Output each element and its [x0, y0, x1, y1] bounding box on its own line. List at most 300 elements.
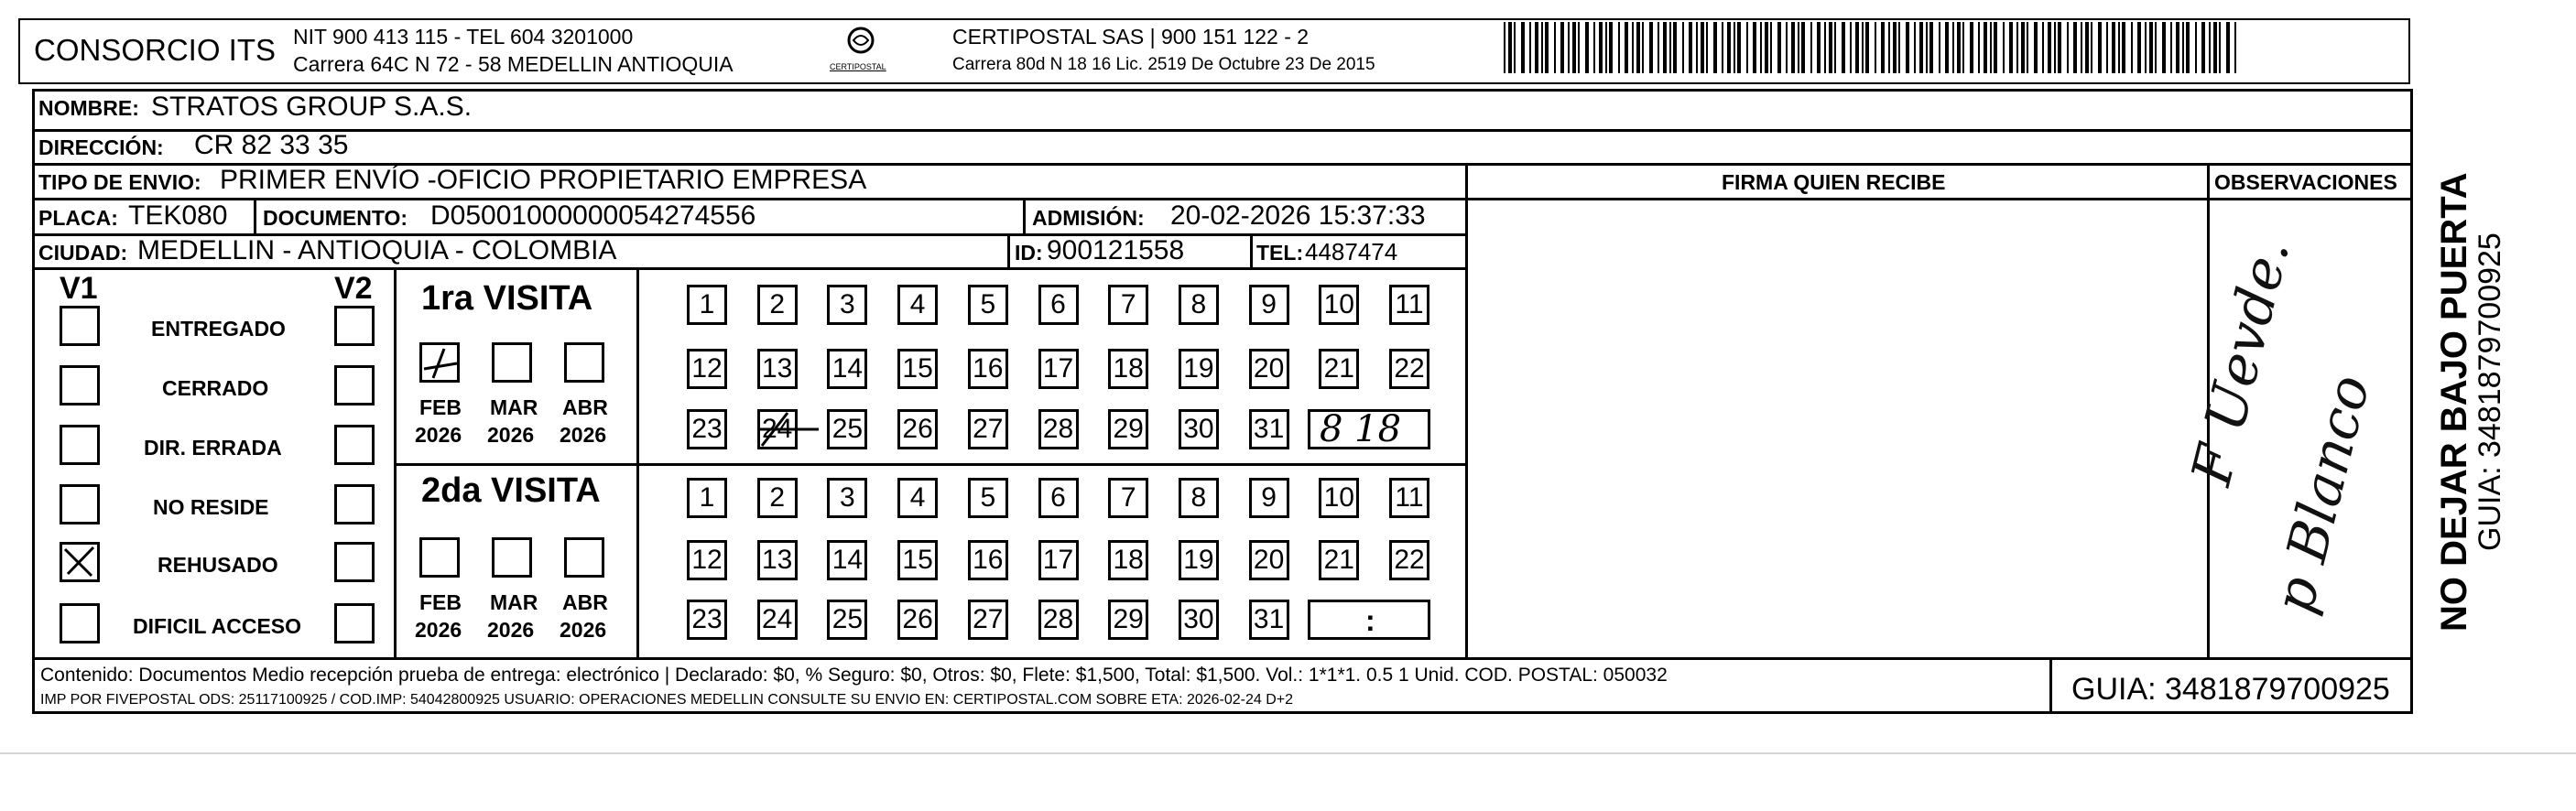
status-v1-checkbox[interactable] [60, 603, 100, 643]
barcode-bar [1734, 22, 1735, 73]
barcode-bar [1850, 22, 1852, 73]
status-v1-checkbox[interactable] [60, 484, 100, 524]
day-box[interactable] [757, 478, 798, 518]
barcode-bar [1994, 22, 1997, 73]
ciudad-value: MEDELLIN - ANTIOQUIA - COLOMBIA [137, 235, 617, 265]
check-mark-icon [62, 545, 97, 579]
status-v1-checkbox[interactable] [60, 542, 100, 582]
barcode-bar [2003, 22, 2005, 73]
day-box[interactable] [1179, 540, 1219, 580]
barcode-bar [1753, 22, 1756, 73]
day-number: 23 [691, 414, 723, 444]
day-box[interactable] [687, 349, 727, 389]
day-box[interactable] [827, 540, 867, 580]
day-box[interactable] [897, 349, 938, 389]
day-number: 11 [1395, 482, 1424, 513]
day-box[interactable] [687, 409, 727, 449]
barcode-bar [2201, 22, 2205, 73]
year-label: 2026 [560, 423, 607, 447]
id-value: 900121558 [1047, 235, 1185, 265]
direccion-value: CR 82 33 35 [194, 130, 349, 160]
barcode [1504, 22, 2236, 73]
day-number: 23 [691, 604, 723, 634]
barcode-bar [2176, 22, 2179, 73]
day-box[interactable] [827, 409, 867, 449]
day-number: 1 [699, 482, 715, 513]
day-number: 6 [1050, 482, 1066, 513]
company-name: CONSORCIO ITS [34, 33, 277, 67]
barcode-bar [2186, 22, 2190, 73]
day-box[interactable] [1249, 285, 1289, 325]
barcode-bar [2073, 22, 2077, 73]
day-number: 26 [902, 414, 933, 444]
day-number: 28 [1042, 604, 1074, 634]
month-checkbox[interactable] [564, 342, 604, 383]
barcode-bar [1599, 22, 1603, 73]
barcode-bar [1888, 22, 1890, 73]
footer-guia: GUIA: 3481879700925 [2071, 672, 2390, 707]
barcode-bar [1791, 22, 1795, 73]
day-box[interactable] [1319, 478, 1359, 518]
barcode-bar [2098, 22, 2102, 73]
status-v2-checkbox[interactable] [334, 542, 375, 582]
barcode-bar [1713, 22, 1717, 73]
day-number: 3 [840, 482, 855, 513]
day-box[interactable] [1179, 349, 1219, 389]
tipo-envio-value: PRIMER ENVÍO -OFICIO PROPIETARIO EMPRESA [220, 165, 867, 195]
day-box[interactable] [897, 285, 938, 325]
day-box[interactable] [757, 349, 798, 389]
barcode-bar [2058, 22, 2061, 73]
day-box[interactable] [757, 540, 798, 580]
day-number: 31 [1253, 604, 1285, 634]
barcode-bar [2106, 22, 2108, 73]
barcode-bar [1952, 22, 1954, 73]
barcode-bar [1990, 22, 1992, 73]
day-number: 9 [1261, 289, 1277, 319]
day-number: 8 [1190, 289, 1207, 319]
barcode-bar [1786, 22, 1788, 73]
barcode-bar [1545, 22, 1549, 73]
barcode-bar [2182, 22, 2184, 73]
barcode-bar [2054, 22, 2056, 73]
day-box[interactable] [897, 540, 938, 580]
status-v1-checkbox[interactable] [60, 365, 100, 406]
barcode-bar [2016, 22, 2018, 73]
barcode-bar [2067, 22, 2069, 73]
right-header-line [1465, 198, 2413, 200]
barcode-bar [1834, 22, 1836, 73]
barcode-bar [1798, 22, 1799, 73]
barcode-bar [1593, 22, 1595, 73]
tipo-envio-label: TIPO DE ENVIO: [38, 170, 201, 194]
day-number: 28 [1042, 414, 1074, 444]
day-box[interactable] [1319, 540, 1359, 580]
placa-label: PLACA: [38, 206, 118, 230]
admision-label: ADMISIÓN: [1032, 206, 1145, 230]
barcode-bar [1727, 22, 1731, 73]
barcode-bar [1906, 22, 1909, 73]
day-box[interactable] [827, 600, 867, 640]
status-v1-checkbox[interactable] [60, 425, 100, 465]
col-line [1250, 233, 1253, 268]
barcode-bar [1926, 22, 1928, 73]
day-box[interactable] [1108, 478, 1148, 518]
barcode-bar [1970, 22, 1973, 73]
barcode-bar [1521, 22, 1525, 73]
barcode-bar [2170, 22, 2172, 73]
day-number: 8 [1190, 482, 1207, 513]
day-number: 10 [1323, 289, 1354, 319]
status-v2-checkbox[interactable] [334, 603, 375, 643]
day-number: 7 [1120, 289, 1136, 319]
barcode-bar [1957, 22, 1961, 73]
barcode-bar [1568, 22, 1570, 73]
status-v2-checkbox[interactable] [334, 425, 375, 465]
month-label: ABR [562, 395, 608, 419]
barcode-bar [1585, 22, 1589, 73]
barcode-bar [2091, 22, 2092, 73]
day-box[interactable] [968, 409, 1008, 449]
day-box[interactable] [897, 478, 938, 518]
day-box[interactable] [968, 349, 1008, 389]
day-box[interactable] [1389, 540, 1429, 580]
month-checkbox[interactable] [492, 342, 532, 383]
year-label: 2026 [487, 618, 535, 642]
day-number: 18 [1113, 353, 1144, 384]
barcode-bar [1673, 22, 1677, 73]
tel-value: 4487474 [1305, 238, 1398, 265]
v2-header: V2 [334, 271, 373, 306]
day-number: 14 [831, 545, 864, 575]
day-box[interactable] [1179, 600, 1219, 640]
barcode-bar [1801, 22, 1805, 73]
day-box[interactable] [1108, 409, 1148, 449]
day-number: 14 [831, 353, 864, 384]
firma-divider [1465, 163, 1468, 657]
obs-handwriting-2: p Blanco [2262, 368, 2384, 620]
barcode-bar [1541, 22, 1543, 73]
day-number: 21 [1323, 545, 1354, 575]
day-box[interactable] [827, 285, 867, 325]
obs-handwriting-1: F Uevde. [2179, 232, 2303, 492]
placa-value: TEK080 [128, 200, 228, 231]
status-v1-checkbox[interactable] [60, 306, 100, 346]
year-label: 2026 [487, 423, 535, 447]
day-number: 20 [1253, 353, 1285, 384]
tel-label: TEL: [1256, 241, 1304, 265]
day-box[interactable] [1249, 409, 1289, 449]
month-label: MAR [490, 590, 538, 614]
day-number: 7 [1120, 482, 1136, 513]
status-label: REHUSADO [158, 553, 278, 577]
day-number: 27 [973, 604, 1004, 634]
barcode-bar [1578, 22, 1580, 73]
footer-line [32, 657, 2413, 660]
month-checkbox[interactable] [564, 537, 604, 578]
logo-caption: CERTIPOSTAL [830, 62, 886, 71]
col-line [1023, 198, 1026, 234]
status-label: DIR. ERRADA [144, 436, 282, 460]
year-label: 2026 [415, 618, 462, 642]
day-number: 2 [769, 289, 786, 319]
barcode-bar [1535, 22, 1538, 73]
barcode-bar [1609, 22, 1613, 73]
admision-value: 20-02-2026 15:37:33 [1170, 200, 1426, 231]
side-guia: GUIA: 3481879700925 [2473, 232, 2507, 551]
row-line [32, 129, 2413, 132]
documento-label: DOCUMENTO: [263, 206, 408, 230]
barcode-bar [1504, 22, 1505, 73]
day-number: 4 [909, 482, 926, 513]
company-nit: NIT 900 413 115 - TEL 604 3201000 [293, 25, 634, 49]
col-line [254, 198, 256, 234]
day-number: 15 [902, 353, 933, 384]
barcode-bar [1701, 22, 1704, 73]
barcode-bar [2234, 22, 2236, 73]
day-box[interactable] [1108, 600, 1148, 640]
day-box[interactable] [757, 409, 798, 449]
barcode-bar [1689, 22, 1692, 73]
day-box[interactable] [1108, 285, 1148, 325]
carrier-name: CERTIPOSTAL SAS | 900 151 122 - 2 [952, 25, 1310, 49]
status-v2-checkbox[interactable] [334, 306, 375, 346]
day-box[interactable] [687, 285, 727, 325]
status-label: ENTREGADO [151, 317, 286, 341]
day-box[interactable] [1389, 349, 1429, 389]
day-number: 15 [902, 545, 933, 575]
day-number: 29 [1113, 604, 1144, 634]
day-box[interactable] [1038, 600, 1079, 640]
barcode-bar [1760, 22, 1762, 73]
day-number: 19 [1183, 353, 1214, 384]
barcode-bar [1817, 22, 1821, 73]
side-warning: NO DEJAR BAJO PUERTA [2434, 172, 2474, 632]
barcode-bar [1842, 22, 1845, 73]
observaciones-header: OBSERVACIONES [2214, 170, 2397, 194]
barcode-bar [1893, 22, 1897, 73]
barcode-bar [1658, 22, 1659, 73]
day-box[interactable] [1389, 285, 1429, 325]
barcode-bar [1605, 22, 1607, 73]
barcode-bar [1529, 22, 1531, 73]
barcode-bar [1898, 22, 1900, 73]
nombre-value: STRATOS GROUP S.A.S. [151, 92, 473, 122]
barcode-bar [2021, 22, 2025, 73]
day-number: 26 [902, 604, 933, 634]
barcode-bar [2137, 22, 2141, 73]
day-box[interactable] [897, 409, 938, 449]
day-box[interactable] [1038, 540, 1079, 580]
barcode-bar [1746, 22, 1748, 73]
second-visit-time[interactable] [1308, 600, 1430, 640]
month-label: FEB [419, 395, 462, 419]
barcode-bar [2131, 22, 2133, 73]
barcode-bar [1722, 22, 1723, 73]
day-number: 16 [973, 353, 1004, 384]
day-number: 31 [1253, 414, 1285, 444]
barcode-bar [1978, 22, 1980, 73]
barcode-bar [1810, 22, 1812, 73]
barcode-bar [1765, 22, 1768, 73]
day-box[interactable] [1108, 349, 1148, 389]
barcode-bar [2027, 22, 2028, 73]
company-address: Carrera 64C N 72 - 58 MEDELLIN ANTIOQUIA [293, 52, 734, 76]
barcode-bar [1554, 22, 1556, 73]
day-number: 12 [691, 545, 723, 575]
day-box[interactable] [1038, 478, 1079, 518]
col-line [1007, 233, 1010, 268]
day-number: 22 [1394, 353, 1425, 384]
barcode-bar [1682, 22, 1684, 73]
status-v2-checkbox[interactable] [334, 365, 375, 406]
footer-contenido: Contenido: Documentos Medio recepción prueba de entrega: electrónico | Declarado: $0, % Seguro: $0, Otros: $0, Flete: $1,500, Total: $1,500. Vol.: 1*1*1. 0.5 1 Unid. COD. POSTAL: 050032 [40, 665, 1668, 686]
day-number: 24 [762, 414, 793, 444]
footer-guia-divider [2049, 657, 2052, 714]
barcode-bar [1962, 22, 1964, 73]
day-box[interactable] [687, 478, 727, 518]
day-box[interactable] [1179, 285, 1219, 325]
second-visit-time-placeholder: : [1365, 604, 1375, 637]
day-number: 17 [1042, 545, 1074, 575]
barcode-bar [2162, 22, 2166, 73]
v1-header: V1 [60, 271, 98, 306]
barcode-bar [1642, 22, 1644, 73]
day-box[interactable] [1249, 349, 1289, 389]
day-box[interactable] [827, 478, 867, 518]
documento-value: D05001000000054274556 [430, 200, 756, 231]
barcode-bar [1663, 22, 1667, 73]
month-checkbox[interactable] [419, 342, 460, 383]
day-number: 1 [699, 289, 715, 319]
barcode-bar [1777, 22, 1781, 73]
barcode-bar [2226, 22, 2230, 73]
day-box[interactable] [897, 600, 938, 640]
barcode-bar [1737, 22, 1741, 73]
day-box[interactable] [1319, 285, 1359, 325]
barcode-bar [1508, 22, 1512, 73]
barcode-bar [1875, 22, 1876, 73]
month-label: ABR [562, 590, 608, 614]
barcode-bar [1669, 22, 1671, 73]
first-visit-time-value: 8 18 [1320, 408, 1402, 450]
barcode-bar [2209, 22, 2211, 73]
day-box[interactable] [1319, 349, 1359, 389]
day-number: 9 [1261, 482, 1277, 513]
day-number: 6 [1050, 289, 1066, 319]
day-number: 21 [1323, 353, 1354, 384]
day-number: 4 [909, 289, 926, 319]
barcode-bar [1945, 22, 1949, 73]
first-visit-title: 1ra VISITA [421, 279, 593, 318]
day-number: 13 [762, 545, 793, 575]
day-box[interactable] [1038, 349, 1079, 389]
day-box[interactable] [757, 600, 798, 640]
visit-row-line [394, 463, 1467, 466]
barcode-bar [1881, 22, 1885, 73]
first-visit-time[interactable] [1308, 409, 1430, 449]
day-box[interactable] [1179, 478, 1219, 518]
month-label: FEB [419, 590, 462, 614]
day-number: 11 [1395, 289, 1424, 319]
ciudad-label: CIUDAD: [38, 241, 128, 265]
day-box[interactable] [1108, 540, 1148, 580]
day-box[interactable] [1038, 409, 1079, 449]
barcode-bar [2048, 22, 2051, 73]
tear-line [0, 752, 2576, 754]
day-box[interactable] [1038, 285, 1079, 325]
barcode-bar [1632, 22, 1634, 73]
certipostal-logo [841, 24, 881, 64]
day-box[interactable] [1249, 540, 1289, 580]
strike-mark-icon [756, 409, 821, 449]
status-label: CERRADO [162, 376, 269, 400]
day-number: 5 [980, 289, 996, 319]
barcode-bar [2149, 22, 2153, 73]
barcode-bar [2112, 22, 2115, 73]
day-box[interactable] [1249, 600, 1289, 640]
day-number: 20 [1253, 545, 1285, 575]
month-label: MAR [490, 395, 538, 419]
barcode-bar [2219, 22, 2221, 73]
day-box[interactable] [757, 285, 798, 325]
day-box[interactable] [1389, 478, 1429, 518]
day-number: 24 [762, 604, 793, 634]
day-number: 30 [1183, 604, 1214, 634]
barcode-bar [2009, 22, 2013, 73]
year-label: 2026 [415, 423, 462, 447]
barcode-bar [1862, 22, 1864, 73]
day-number: 12 [691, 353, 723, 384]
day-number: 5 [980, 482, 996, 513]
barcode-bar [1649, 22, 1653, 73]
day-box[interactable] [968, 478, 1008, 518]
month-checkbox[interactable] [492, 537, 532, 578]
day-box[interactable] [687, 540, 727, 580]
day-number: 2 [769, 482, 786, 513]
barcode-bar [1929, 22, 1933, 73]
day-number: 18 [1113, 545, 1144, 575]
day-number: 29 [1113, 414, 1144, 444]
day-number: 17 [1042, 353, 1074, 384]
barcode-bar [2042, 22, 2044, 73]
barcode-bar [2155, 22, 2157, 73]
day-number: 30 [1183, 414, 1214, 444]
day-box[interactable] [968, 600, 1008, 640]
barcode-bar [2118, 22, 2120, 73]
day-number: 16 [973, 545, 1004, 575]
barcode-bar [1706, 22, 1708, 73]
barcode-bar [1560, 22, 1564, 73]
day-box[interactable] [1249, 478, 1289, 518]
footer-imp: IMP POR FIVEPOSTAL ODS: 25117100925 / COD.IMP: 54042800925 USUARIO: OPERACIONES MEDELLIN CONSULTE SU ENVIO EN: CERTIPOSTAL.COM SOBRE ETA: 2026-02-24 D+2 [40, 692, 1294, 708]
barcode-bar [1636, 22, 1640, 73]
day-box[interactable] [1179, 409, 1219, 449]
barcode-bar [2122, 22, 2125, 73]
month-checkbox[interactable] [419, 537, 460, 578]
visit-col-line [636, 267, 639, 657]
day-number: 27 [973, 414, 1004, 444]
day-number: 25 [831, 604, 864, 634]
firma-header: FIRMA QUIEN RECIBE [1722, 170, 1946, 194]
day-box[interactable] [968, 285, 1008, 325]
status-label: DIFICIL ACCESO [133, 614, 302, 638]
status-v2-checkbox[interactable] [334, 484, 375, 524]
day-box[interactable] [687, 600, 727, 640]
day-box[interactable] [827, 349, 867, 389]
barcode-bar [2034, 22, 2038, 73]
day-box[interactable] [968, 540, 1008, 580]
